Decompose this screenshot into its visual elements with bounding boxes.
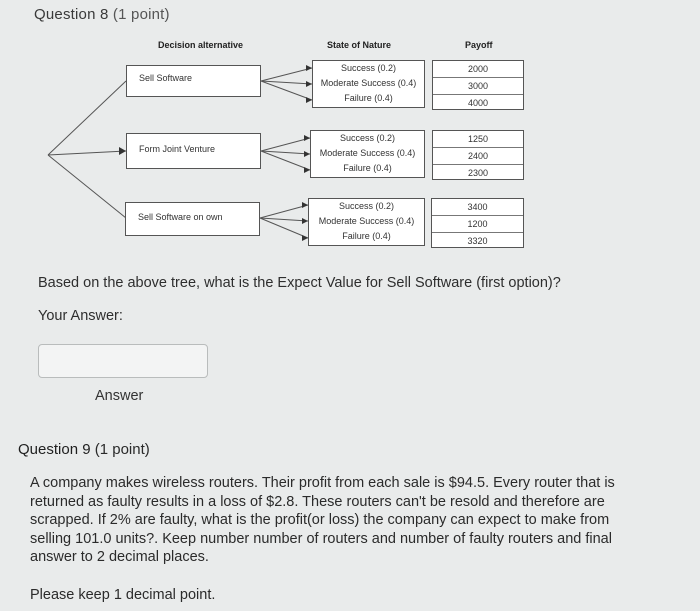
states-box (310, 130, 425, 178)
alternative-label: Sell Software on own (138, 212, 223, 222)
header-decision-alternative: Decision alternative (158, 40, 244, 50)
alternative-box-sell-software (126, 65, 261, 97)
payoff-value: 3320 (467, 236, 488, 246)
state-moderate-success: Moderate Success (0.4) (319, 148, 416, 158)
question-9-heading: Question 9 (18, 441, 91, 458)
payoff-value: 1250 (433, 131, 523, 148)
payoff-value: 2000 (433, 61, 523, 78)
state-success: Success (0.2) (340, 63, 397, 73)
state-failure: Failure (0.4) (343, 163, 392, 173)
header-payoff: Payoff (465, 40, 493, 50)
payoff-value: 2400 (433, 148, 523, 165)
state-success: Success (0.2) (338, 201, 395, 211)
payoff-value: 3000 (433, 78, 523, 95)
state-success: Success (0.2) (339, 133, 396, 143)
payoff-value: 3400 (432, 199, 523, 216)
question-8-points: (1 point) (112, 6, 170, 23)
payoff-value: 2300 (467, 168, 489, 178)
alternative-box-form-joint-venture (126, 133, 261, 169)
question-8-prompt: Based on the above tree, what is the Expect Value for Sell Software (first option)? (38, 275, 561, 291)
question-9-note: Please keep 1 decimal point. (30, 587, 216, 603)
alternative-box-sell-software-on-own (125, 202, 260, 236)
header-state-of-nature: State of Nature (327, 40, 392, 50)
alternative-label: Form Joint Venture (139, 144, 216, 154)
question-9-body: A company makes wireless routers. Their profit from each sale is $94.5. Every router that is returned as faulty results in a loss of $2.8. These routers can't be resold and therefore are scrapped. If 2% are faulty, what is the profit(or loss) the company can expect to make from selling 101.0 units?. Keep number number of routers and number of faulty routers and final answer to 2 decimal places. (30, 475, 615, 565)
payoff-value: 4000 (467, 98, 489, 108)
payoff-box (432, 130, 524, 180)
alternative-label: Sell Software (139, 73, 193, 83)
payoff-box (431, 198, 524, 248)
arrow-icon (119, 147, 126, 155)
answer-button[interactable]: Answer (95, 388, 144, 404)
question-8-heading: Question 8 (34, 6, 109, 23)
answer-input[interactable] (38, 344, 208, 378)
payoff-box (432, 60, 524, 110)
state-failure: Failure (0.4) (344, 93, 393, 103)
state-moderate-success: Moderate Success (0.4) (320, 78, 417, 88)
states-box (312, 60, 425, 108)
question-9-title (18, 441, 150, 458)
question-9-points: (1 point) (94, 441, 150, 458)
states-box (308, 198, 425, 246)
state-failure: Failure (0.4) (342, 231, 391, 241)
state-moderate-success: Moderate Success (0.4) (318, 216, 415, 226)
your-answer-label: Your Answer: (38, 308, 123, 324)
payoff-value: 1200 (432, 216, 523, 233)
